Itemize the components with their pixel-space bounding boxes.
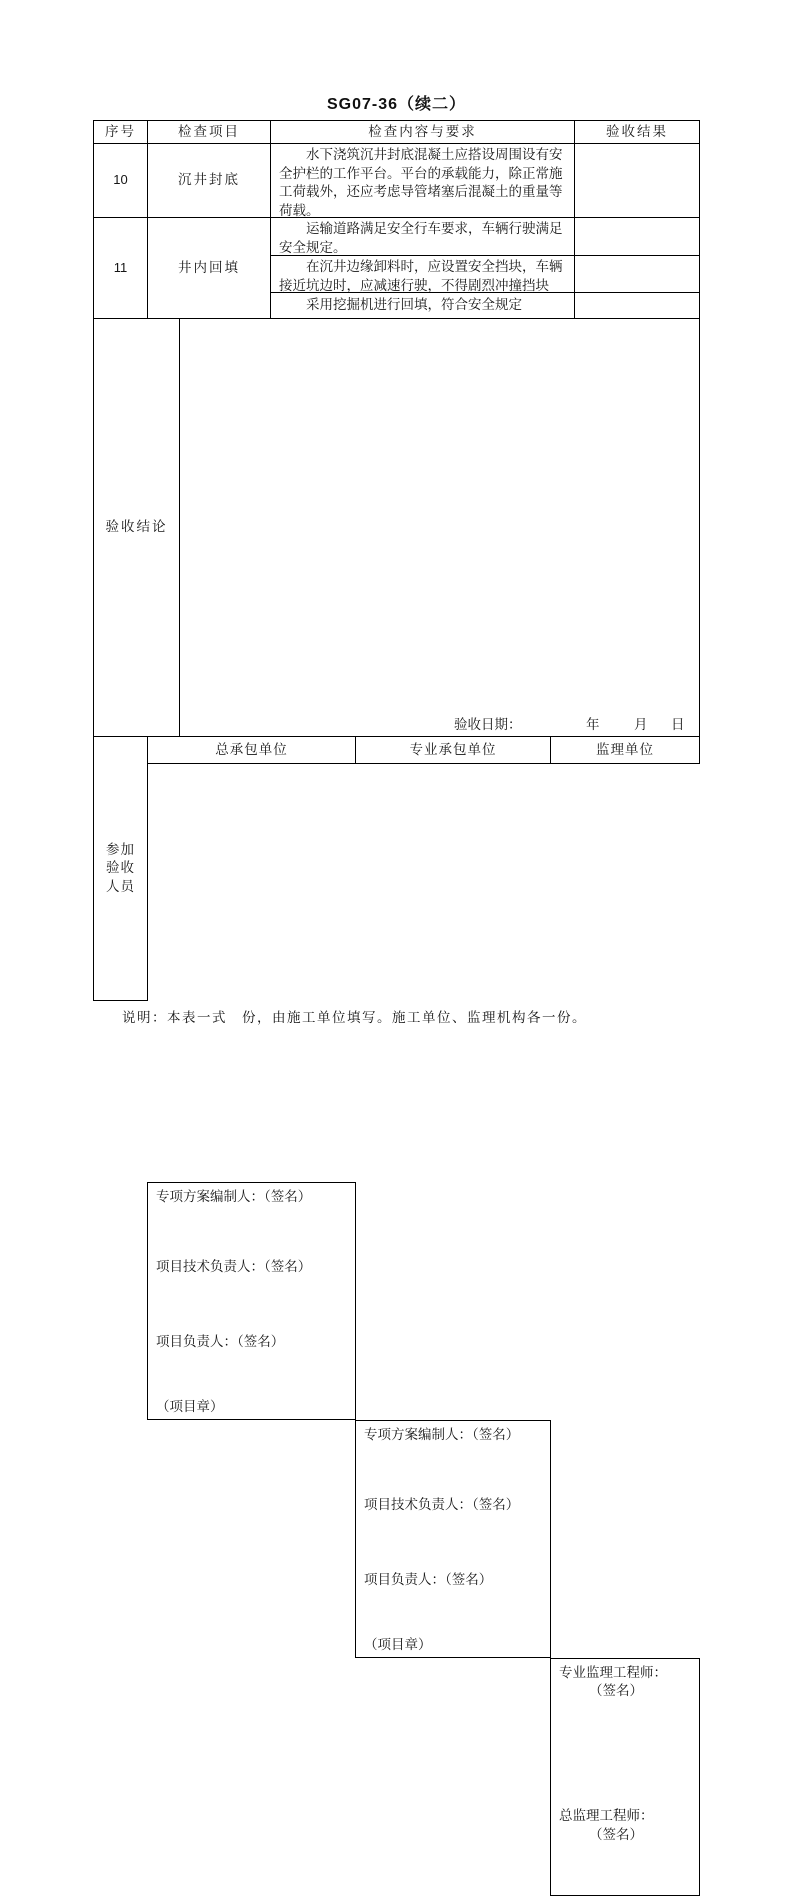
row10-content	[270, 143, 575, 218]
unit-header-supervision: 监理单位	[550, 736, 700, 764]
sup-engineer-line: 专业监理工程师：	[559, 1665, 667, 1680]
footer-note: 说明：本表一式 份，由施工单位填写。施工单位、监理机构各一份。	[122, 1010, 587, 1025]
participants-label	[93, 736, 148, 1001]
row11-serial-no: 11	[93, 217, 148, 319]
unit-header-general-contractor: 总承包单位	[147, 736, 356, 764]
gc-project-lead-line: 项目负责人：（签名）	[156, 1334, 285, 1349]
conclusion-label: 验收结论	[93, 318, 180, 737]
gc-tech-lead-line: 项目技术负责人：（签名）	[156, 1259, 312, 1274]
row10-content-text: 水下浇筑沉井封底混凝土应搭设周围设有安全护栏的工作平台。平台的承载能力，除正常施工荷载外，还应考虑导管堵塞后混凝土的重量等荷载。	[279, 147, 563, 218]
header-inspection-content: 检查内容与要求	[270, 120, 575, 144]
participants-label-line2: 验收	[106, 860, 135, 876]
row11-content-b-text: 在沉井边缘卸料时，应设置安全挡块，车辆接近坑边时，应减速行驶，不得剧烈冲撞挡块	[279, 259, 563, 293]
chief-engineer-line: 总监理工程师：	[559, 1808, 654, 1823]
conclusion-area	[179, 318, 700, 737]
gc-plan-author-line: 专项方案编制人：（签名）	[156, 1189, 312, 1204]
sc-project-seal-line: （项目章）	[364, 1637, 432, 1652]
chief-engineer-sign-line: （签名）	[589, 1827, 643, 1842]
row11-content-b	[270, 255, 575, 293]
date-month-label: 月	[634, 717, 648, 732]
header-acceptance-result: 验收结果	[574, 120, 700, 144]
row10-result-cell	[574, 143, 700, 218]
row11-content-c-text: 采用挖掘机进行回填，符合安全规定	[306, 297, 522, 313]
row11-content-a-text: 运输道路满足安全行车要求，车辆行驶满足安全规定。	[279, 221, 563, 255]
row10-serial-no: 10	[93, 143, 148, 218]
row11-item: 井内回填	[147, 217, 271, 319]
header-serial-no: 序号	[93, 120, 148, 144]
acceptance-date-label: 验收日期：	[454, 717, 522, 732]
row10-item: 沉井封底	[147, 143, 271, 218]
participants-label-line1: 参加	[106, 841, 135, 857]
gc-project-seal-line: （项目章）	[156, 1399, 224, 1414]
row11-result-cell-c	[574, 292, 700, 319]
date-day-label: 日	[671, 717, 685, 732]
form-title: SG07-36（续二）	[326, 96, 467, 113]
row11-result-cell-a	[574, 217, 700, 256]
sc-plan-author-line: 专项方案编制人：（签名）	[364, 1427, 520, 1442]
signatures-specialty-contractor	[355, 1420, 551, 1658]
header-inspection-item: 检查项目	[147, 120, 271, 144]
row11-result-cell-b	[574, 255, 700, 293]
row11-content-a	[270, 217, 575, 256]
sup-engineer-sign-line: （签名）	[589, 1683, 643, 1698]
participants-label-line3: 人员	[106, 878, 135, 894]
signatures-general-contractor	[147, 1182, 356, 1420]
row11-content-c	[270, 292, 575, 319]
unit-header-specialty-contractor: 专业承包单位	[355, 736, 551, 764]
signatures-supervision	[550, 1658, 700, 1896]
sc-project-lead-line: 项目负责人：（签名）	[364, 1572, 493, 1587]
date-year-label: 年	[586, 717, 600, 732]
sc-tech-lead-line: 项目技术负责人：（签名）	[364, 1497, 520, 1512]
